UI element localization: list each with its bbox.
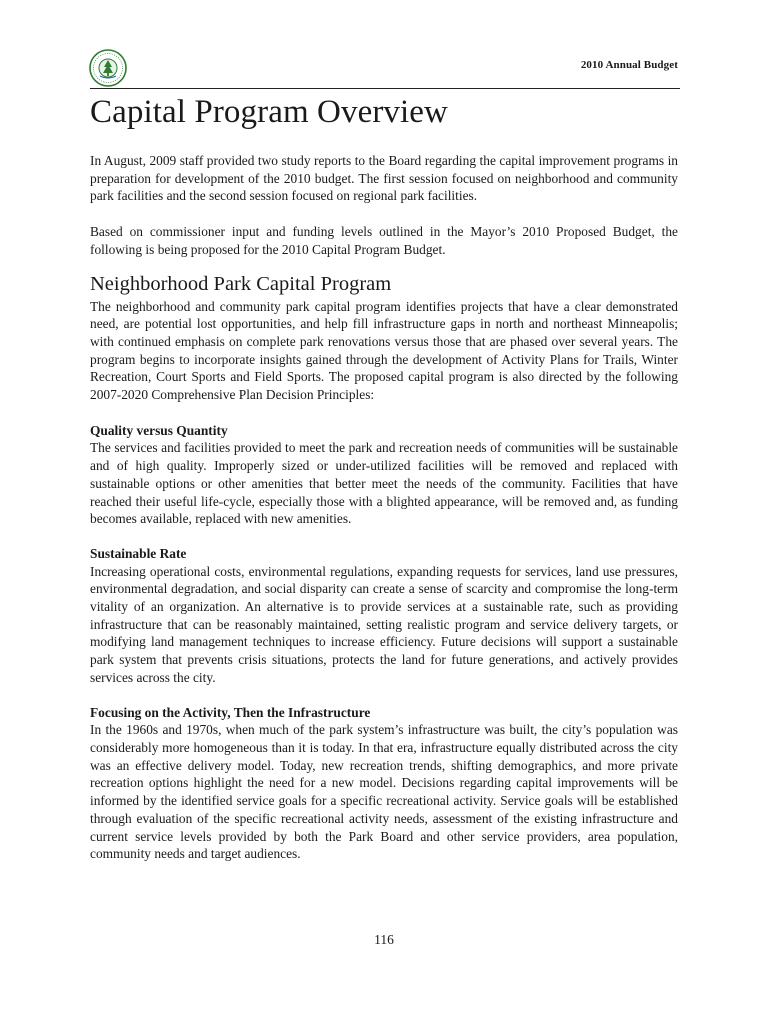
document-header-title: 2010 Annual Budget	[580, 59, 678, 71]
intro-paragraph-1: In August, 2009 staff provided two study reports to the Board regarding the capital improvement programs in preparation for development of the 2010 budget. The first session focused on neighborhood and community park facilities and the second session focused on regional park facilities.	[90, 153, 678, 204]
principle-heading: Sustainable Rate	[90, 545, 187, 561]
principle-sustainable-rate	[90, 545, 678, 687]
page-number: 116	[374, 932, 394, 947]
header-divider	[90, 88, 680, 89]
principle-body: In the 1960s and 1970s, when much of the park system’s infrastructure was built, the city’s population was considerably more homogeneous than it is today. In that era, infrastructure equally distributed across the city was an effective delivery model. Today, new recreation trends, shifting demographics, and more private recreation options highlight the need for a new model. Decisions regarding capital improvements will be informed by the identified service goals for a specific recreational activity. Service goals will be established through evaluation of the specific recreational activity needs, assessment of the existing infrastructure and current service levels provided by both the Park Board and other service providers, area population, community needs and target audiences.	[90, 722, 678, 862]
principle-body: The services and facilities provided to meet the park and recreation needs of communities will be sustainable and of high quality. Improperly sized or under-utilized facilities will be removed and replaced with sustainable options or other amenities that better meet the needs of the community. Facilities that have reached their useful life-cycle, especially those with a blighted appearance, will be removed and, as funding becomes available, replaced with new amenities.	[90, 440, 678, 527]
principle-heading: Focusing on the Activity, Then the Infrastructure	[90, 704, 371, 720]
principle-heading: Quality versus Quantity	[90, 422, 228, 438]
intro-paragraph-2: Based on commissioner input and funding levels outlined in the Mayor’s 2010 Proposed Budget, the following is being proposed for the 2010 Capital Program Budget.	[90, 224, 678, 257]
document-body	[90, 152, 678, 880]
section-body-neighborhood-park: The neighborhood and community park capital program identifies projects that have a clear demonstrated need, are potential lost opportunities, and help fill infrastructure gaps in north and northeast Minneapolis; with continued emphasis on complete park renovations versus those that are phased over several years. The program begins to incorporate insights gained through the development of Activity Plans for Trails, Winter Recreation, Court Sports and Field Sports. The proposed capital program is also directed by the following 2007-2020 Comprehensive Plan Decision Principles:	[90, 298, 678, 403]
page-title: Capital Program Overview	[90, 94, 448, 130]
principle-body: Increasing operational costs, environmental regulations, expanding requests for services, land use pressures, environmental degradation, and social disparity can create a sense of scarcity and compromise the long-term vitality of an organization. An alternative is to provide services at a sustainable rate, such as providing infrastructure that can be reasonably maintained, setting realistic program and service delivery targets, or modifying land management techniques to increase efficiency. Future decisions will support a sustainable park system that prevents crisis situations, protects the land for future generations, and actively provides services across the city.	[90, 563, 678, 685]
principle-focusing-on-activity	[90, 704, 678, 863]
principle-quality-versus-quantity	[90, 422, 678, 528]
section-heading-neighborhood-park: Neighborhood Park Capital Program	[90, 272, 392, 295]
